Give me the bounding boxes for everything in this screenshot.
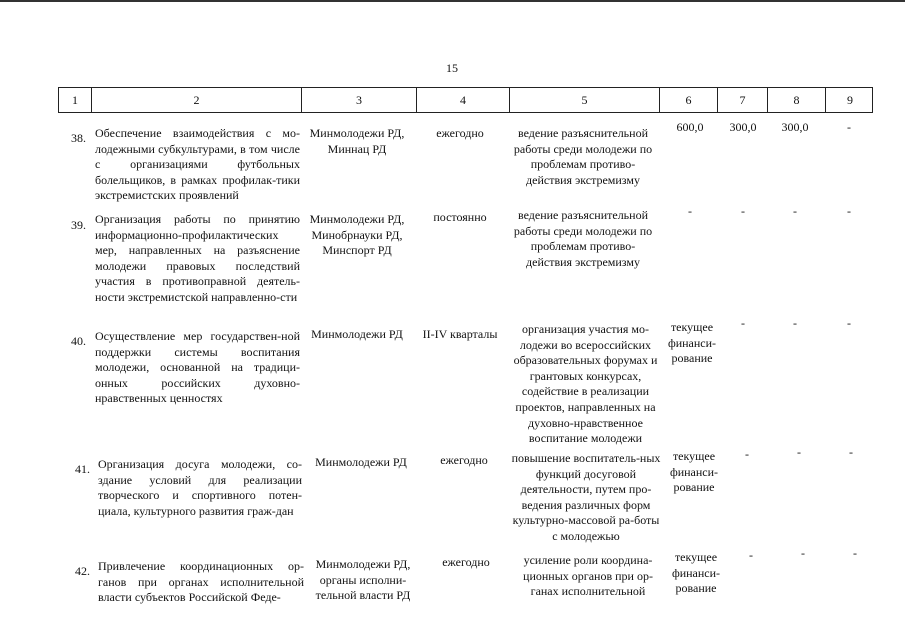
- result-text: организация участия мо-лодежи во всероссийских образовательных форумах и грантовых конкурсах, содействие в реализации проектов, направленных на духовно-нравственное воспитание молодежи: [513, 322, 658, 446]
- col8-value: -: [797, 445, 801, 459]
- col7-value: -: [741, 204, 745, 218]
- col7-value: -: [749, 548, 753, 562]
- col9-value: -: [849, 445, 853, 459]
- term-text: ежегодно: [440, 453, 488, 467]
- result-text: ведение разъяснительной работы среди молодежи по проблемам противо-действия экстремизму: [513, 126, 653, 187]
- executor-text: Минмолодежи РД, Миннац РД: [309, 126, 405, 156]
- col6-value: текущее финанси-рование: [671, 550, 721, 596]
- col6-value: 600,0: [676, 120, 704, 134]
- header-col-2: 2: [91, 88, 301, 112]
- activity-text: Организация досуга молодежи, со-здание условий для реализации творческого и спортивного потен-циала, культурного развития граж-дан: [98, 457, 302, 518]
- row-number: 40.: [71, 334, 86, 348]
- header-col-7: 7: [717, 88, 767, 112]
- col9-value: -: [853, 546, 857, 560]
- col6-value: текущее финанси-рование: [667, 320, 717, 366]
- executor-text: Минмолодежи РД: [311, 327, 403, 341]
- col8-value: 300,0: [781, 120, 809, 134]
- header-col-6: 6: [659, 88, 717, 112]
- result-text: повышение воспитатель-ных функций досуговой деятельности, путем про-ведения различных форм культурно-массовой ра-боты с молодежью: [511, 451, 661, 543]
- term-text: II-IV кварталы: [422, 327, 498, 341]
- header-col-1: 1: [72, 92, 78, 107]
- col8-value: -: [801, 546, 805, 560]
- col9-value: -: [847, 204, 851, 218]
- row-number: 39.: [71, 218, 86, 232]
- col7-value: -: [741, 316, 745, 330]
- col7-value: 300,0: [729, 120, 757, 134]
- term-text: ежегодно: [442, 555, 490, 569]
- header-col-4: 4: [416, 88, 509, 112]
- term-text: постоянно: [433, 210, 487, 224]
- header-col-3: 3: [301, 88, 416, 112]
- activity-text: Привлечение координационных ор-ганов при органах исполнительной власти субъектов Российской Феде-: [98, 559, 304, 605]
- col8-value: -: [793, 316, 797, 330]
- col9-value: -: [847, 120, 851, 134]
- term-text: ежегодно: [436, 126, 484, 140]
- page-number: 15: [446, 61, 458, 75]
- col9-value: -: [847, 316, 851, 330]
- executor-text: Минмолодежи РД: [315, 455, 407, 469]
- header-col-5: 5: [509, 88, 659, 112]
- result-text: усиление роли координа-ционных органов при ор-ганах исполнительной: [523, 553, 653, 599]
- row-number: 38.: [71, 131, 86, 145]
- executor-text: Минмолодежи РД, Минобрнауки РД, Минспорт РД: [309, 212, 405, 258]
- col7-value: -: [745, 447, 749, 461]
- table-header: [58, 87, 873, 113]
- activity-text: Осуществление мер государствен-ной поддержки системы воспитания молодежи, основанной на традици-онных российских духовно-нравственных ценностях: [95, 329, 300, 406]
- top-border-line: [0, 0, 905, 2]
- header-col-9: 9: [825, 88, 874, 112]
- activity-text: Организация работы по принятию информационно-профилактических мер, направленных на разъяснение молодежи правовых последствий участия в противоправной деятель-ности экстремистской направленно-сти: [95, 212, 300, 304]
- row-number: 42.: [75, 564, 90, 578]
- executor-text: Минмолодежи РД, органы исполни-тельной власти РД: [315, 557, 411, 603]
- result-text: ведение разъяснительной работы среди молодежи по проблемам противо-действия экстремизму: [513, 208, 653, 269]
- activity-text: Обеспечение взаимодействия с мо-лодежными субкультурами, в том числе с организациями футбольных болельщиков, в рамках профилак-тики экстремистских проявлений: [95, 126, 300, 203]
- header-col-8: 8: [767, 88, 825, 112]
- col6-value: -: [688, 204, 692, 218]
- col6-value: текущее финанси-рование: [669, 449, 719, 495]
- col8-value: -: [793, 204, 797, 218]
- row-number: 41.: [75, 462, 90, 476]
